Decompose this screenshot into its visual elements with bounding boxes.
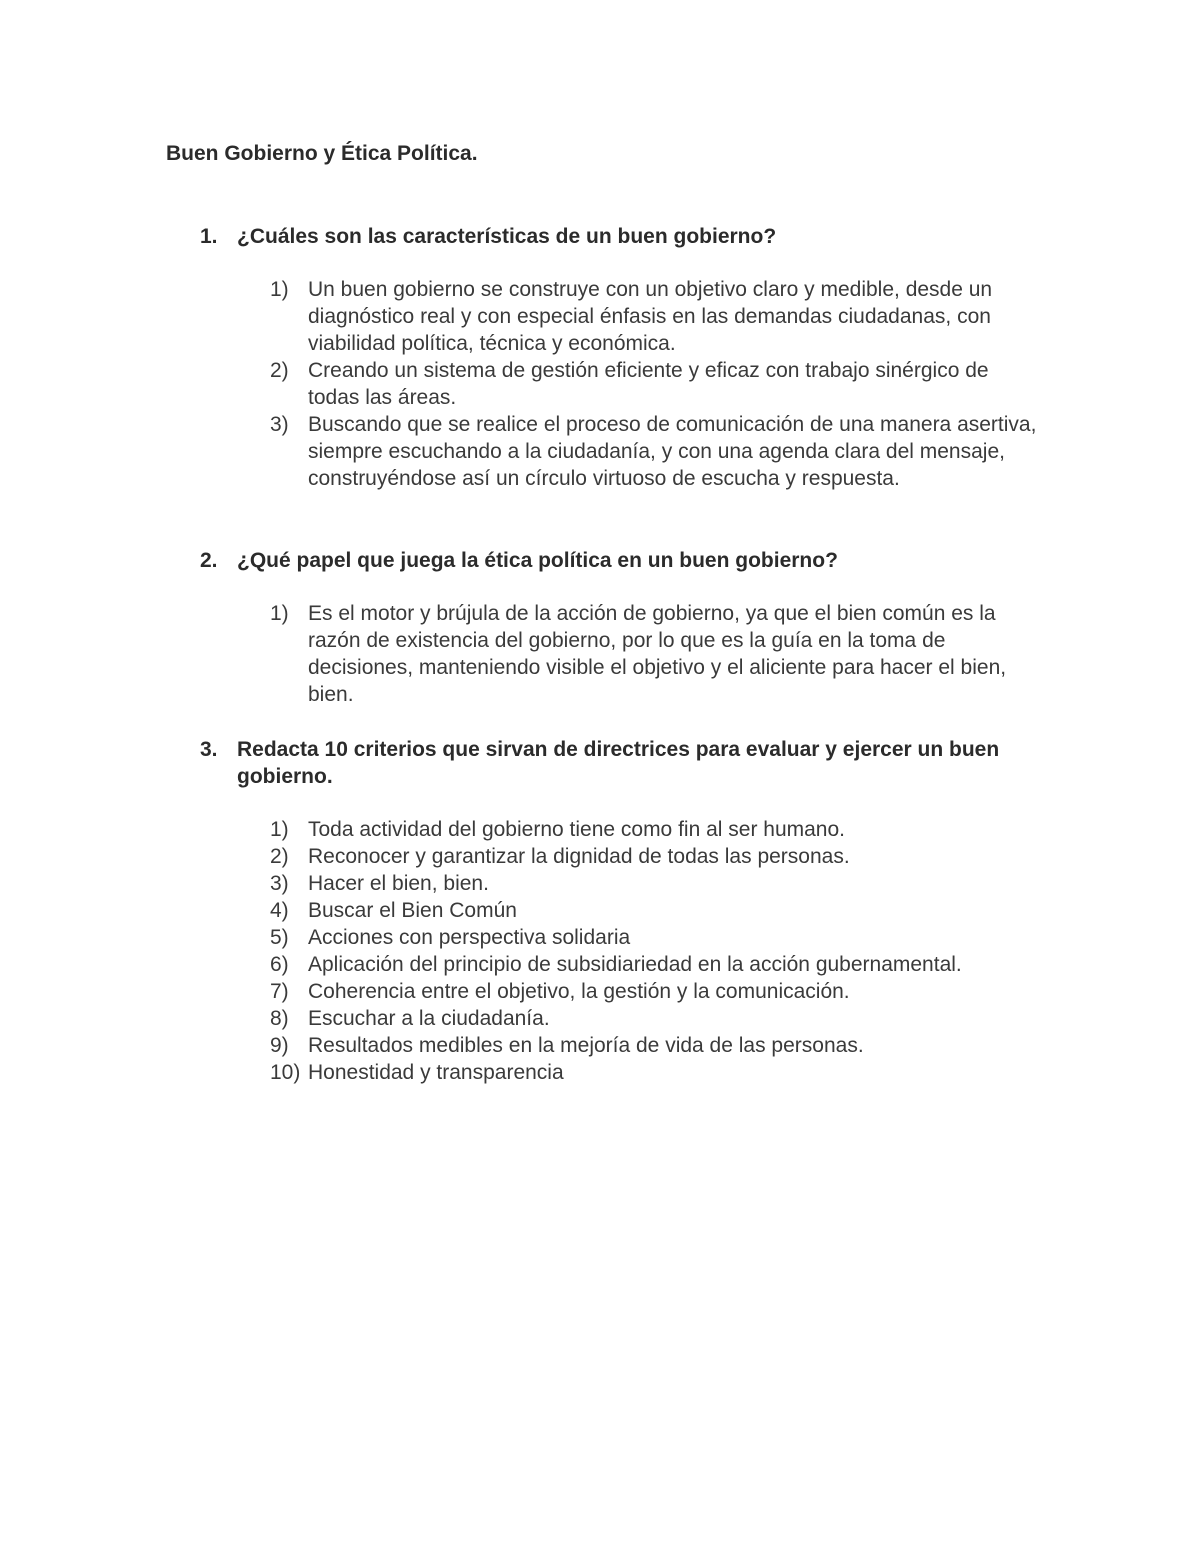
list-item-text: Creando un sistema de gestión eficiente y eficaz con trabajo sinérgico de todas las áreas. [308, 359, 989, 409]
list-item-text: Honestidad y transparencia [308, 1061, 564, 1084]
list-item [270, 951, 1040, 978]
question-number: 2. [200, 549, 218, 572]
list-item [270, 843, 1040, 870]
list-item-number: 4) [270, 899, 289, 922]
list-item-text: Aplicación del principio de subsidiariedad en la acción gubernamental. [308, 953, 962, 976]
answer-list-2 [270, 600, 1040, 708]
list-item-number: 7) [270, 980, 289, 1003]
answer-list-1 [270, 276, 1040, 492]
list-item-text: Reconocer y garantizar la dignidad de todas las personas. [308, 845, 850, 868]
list-item [270, 276, 1040, 357]
document-title: Buen Gobierno y Ética Política. [166, 142, 478, 165]
list-item-number: 2) [270, 359, 289, 382]
list-item-number: 6) [270, 953, 289, 976]
list-item-text: Es el motor y brújula de la acción de gobierno, ya que el bien común es la razón de existencia del gobierno, por lo que es la guía en la toma de decisiones, manteniendo visible el objetivo y el aliciente para hacer el bien, bien. [308, 602, 1007, 706]
question-number: 3. [200, 738, 218, 761]
list-item [270, 1005, 1040, 1032]
list-item-text: Escuchar a la ciudadanía. [308, 1007, 550, 1030]
list-item-text: Un buen gobierno se construye con un objetivo claro y medible, desde un diagnóstico real y con especial énfasis en las demandas ciudadanas, con viabilidad política, técnica y económica. [308, 278, 993, 355]
list-item-text: Buscar el Bien Común [308, 899, 517, 922]
list-item [270, 816, 1040, 843]
list-item-number: 1) [270, 278, 289, 301]
list-item-number: 1) [270, 602, 289, 625]
list-item [270, 870, 1040, 897]
list-item [270, 924, 1040, 951]
question-text: ¿Qué papel que juega la ética política en un buen gobierno? [237, 549, 838, 572]
list-item-number: 5) [270, 926, 289, 949]
question-1 [200, 223, 1040, 250]
list-item-number: 3) [270, 413, 289, 436]
list-item-text: Acciones con perspectiva solidaria [308, 926, 631, 949]
question-3 [200, 736, 1040, 790]
list-item-number: 1) [270, 818, 289, 841]
list-item [270, 1032, 1040, 1059]
list-item [270, 357, 1040, 411]
list-item-text: Resultados medibles en la mejoría de vida de las personas. [308, 1034, 864, 1057]
list-item-number: 9) [270, 1034, 289, 1057]
list-item-number: 3) [270, 872, 289, 895]
question-2 [200, 547, 1040, 574]
list-item [270, 411, 1040, 492]
list-item-text: Coherencia entre el objetivo, la gestión y la comunicación. [308, 980, 850, 1003]
list-item [270, 897, 1040, 924]
list-item [270, 1059, 1040, 1086]
list-item-text: Buscando que se realice el proceso de comunicación de una manera asertiva, siempre escuchando a la ciudadanía, y con una agenda clara del mensaje, construyéndose así un círculo virtuoso de escucha y respuesta. [308, 413, 1037, 490]
list-item [270, 978, 1040, 1005]
answer-list-3 [270, 816, 1040, 1086]
list-item-number: 2) [270, 845, 289, 868]
list-item [270, 600, 1040, 708]
list-item-number: 10) [270, 1061, 301, 1084]
list-item-text: Hacer el bien, bien. [308, 872, 489, 895]
question-text: ¿Cuáles son las características de un buen gobierno? [237, 225, 777, 248]
list-item-text: Toda actividad del gobierno tiene como fin al ser humano. [308, 818, 845, 841]
question-number: 1. [200, 225, 218, 248]
question-text: Redacta 10 criterios que sirvan de directrices para evaluar y ejercer un buen gobierno. [237, 738, 1000, 788]
list-item-number: 8) [270, 1007, 289, 1030]
